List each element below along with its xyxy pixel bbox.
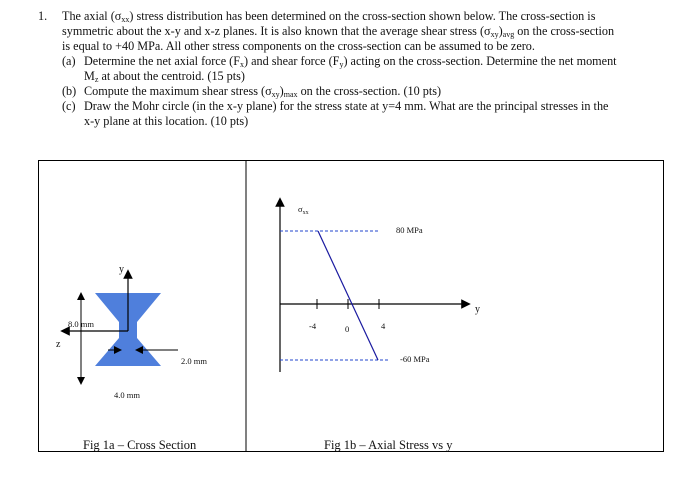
tick-0-label: 0 — [345, 324, 350, 334]
part-b-sub1: xy — [271, 90, 280, 99]
part-a-l2-sub: z — [94, 75, 99, 84]
intro-line-3: is equal to +40 MPa. All other stress components on the cross-section can be assumed to be zero. — [62, 39, 535, 53]
fig-a-caption: Fig 1a – Cross Section — [83, 438, 197, 452]
fig-a-z-label: z — [56, 339, 61, 350]
part-c-line-2: x-y plane at this location. (10 pts) — [84, 114, 249, 128]
part-a-l1-b: ) and shear force (F — [244, 54, 340, 68]
part-b-mid: ) — [279, 84, 284, 98]
part-b-a: Compute the maximum shear stress (σ — [84, 84, 272, 98]
part-a-line-2 — [84, 69, 245, 84]
part-a-l1-sub2: y — [339, 60, 344, 69]
stress-distribution-line — [318, 231, 378, 360]
intro-l1-b: ) stress distribution has been determined on the cross-section shown below. The cross-section is — [129, 9, 596, 23]
tick-neg4-label: -4 — [309, 321, 317, 331]
dim-web-label: 2.0 mm — [181, 356, 207, 366]
intro-line-2 — [62, 24, 614, 39]
intro-l2-a: symmetric about the x-y and x-z planes. It is also known that the average shear stress (σ — [62, 24, 491, 38]
part-a-l1-a: Determine the net axial force (F — [84, 54, 240, 68]
intro-l2-sub2: avg — [502, 30, 515, 39]
intro-l1-a: The axial (σ — [62, 9, 122, 23]
part-b-line — [84, 84, 441, 99]
problem-number: 1. — [38, 9, 48, 23]
part-c-line-1: Draw the Mohr circle (in the x-y plane) for the stress state at y=4 mm. What are the principal stresses in the — [84, 99, 609, 113]
fig-b-y-label: y — [475, 304, 480, 315]
stress-top-label: 80 MPa — [396, 225, 423, 235]
fig-b-caption: Fig 1b – Axial Stress vs y — [324, 438, 453, 452]
part-a-l2-b: at about the centroid. (15 pts) — [98, 69, 245, 83]
intro-l2-mid: ) — [498, 24, 503, 38]
dim-flange-label: 4.0 mm — [114, 390, 140, 400]
intro-line-1 — [62, 9, 595, 24]
intro-l1-sub: xx — [121, 15, 130, 24]
sigma-symbol: σ — [298, 204, 303, 214]
intro-l2-sub1: xy — [490, 30, 499, 39]
fig-b-sigma-label — [298, 204, 309, 214]
figure-panel — [38, 160, 664, 452]
part-a-line-1 — [84, 54, 617, 69]
sigma-sub: xx — [302, 210, 309, 216]
intro-l2-b: on the cross-section — [514, 24, 615, 38]
part-b-b: on the cross-section. (10 pts) — [297, 84, 442, 98]
part-c-label: (c) — [62, 99, 76, 113]
part-a-l1-c: ) acting on the cross-section. Determine the net moment — [343, 54, 617, 68]
part-b-sub2: max — [283, 90, 298, 99]
part-a-l1-sub1: x — [240, 60, 244, 69]
stress-bottom-label: -60 MPa — [400, 354, 430, 364]
part-a-l2-a: M — [84, 69, 95, 83]
dim-height-label: 8.0 mm — [68, 319, 94, 329]
tick-4-label: 4 — [381, 321, 386, 331]
part-b-label: (b) — [62, 84, 77, 98]
figure-svg — [38, 160, 664, 452]
part-a-label: (a) — [62, 54, 76, 68]
fig-a-y-label: y — [119, 264, 124, 275]
